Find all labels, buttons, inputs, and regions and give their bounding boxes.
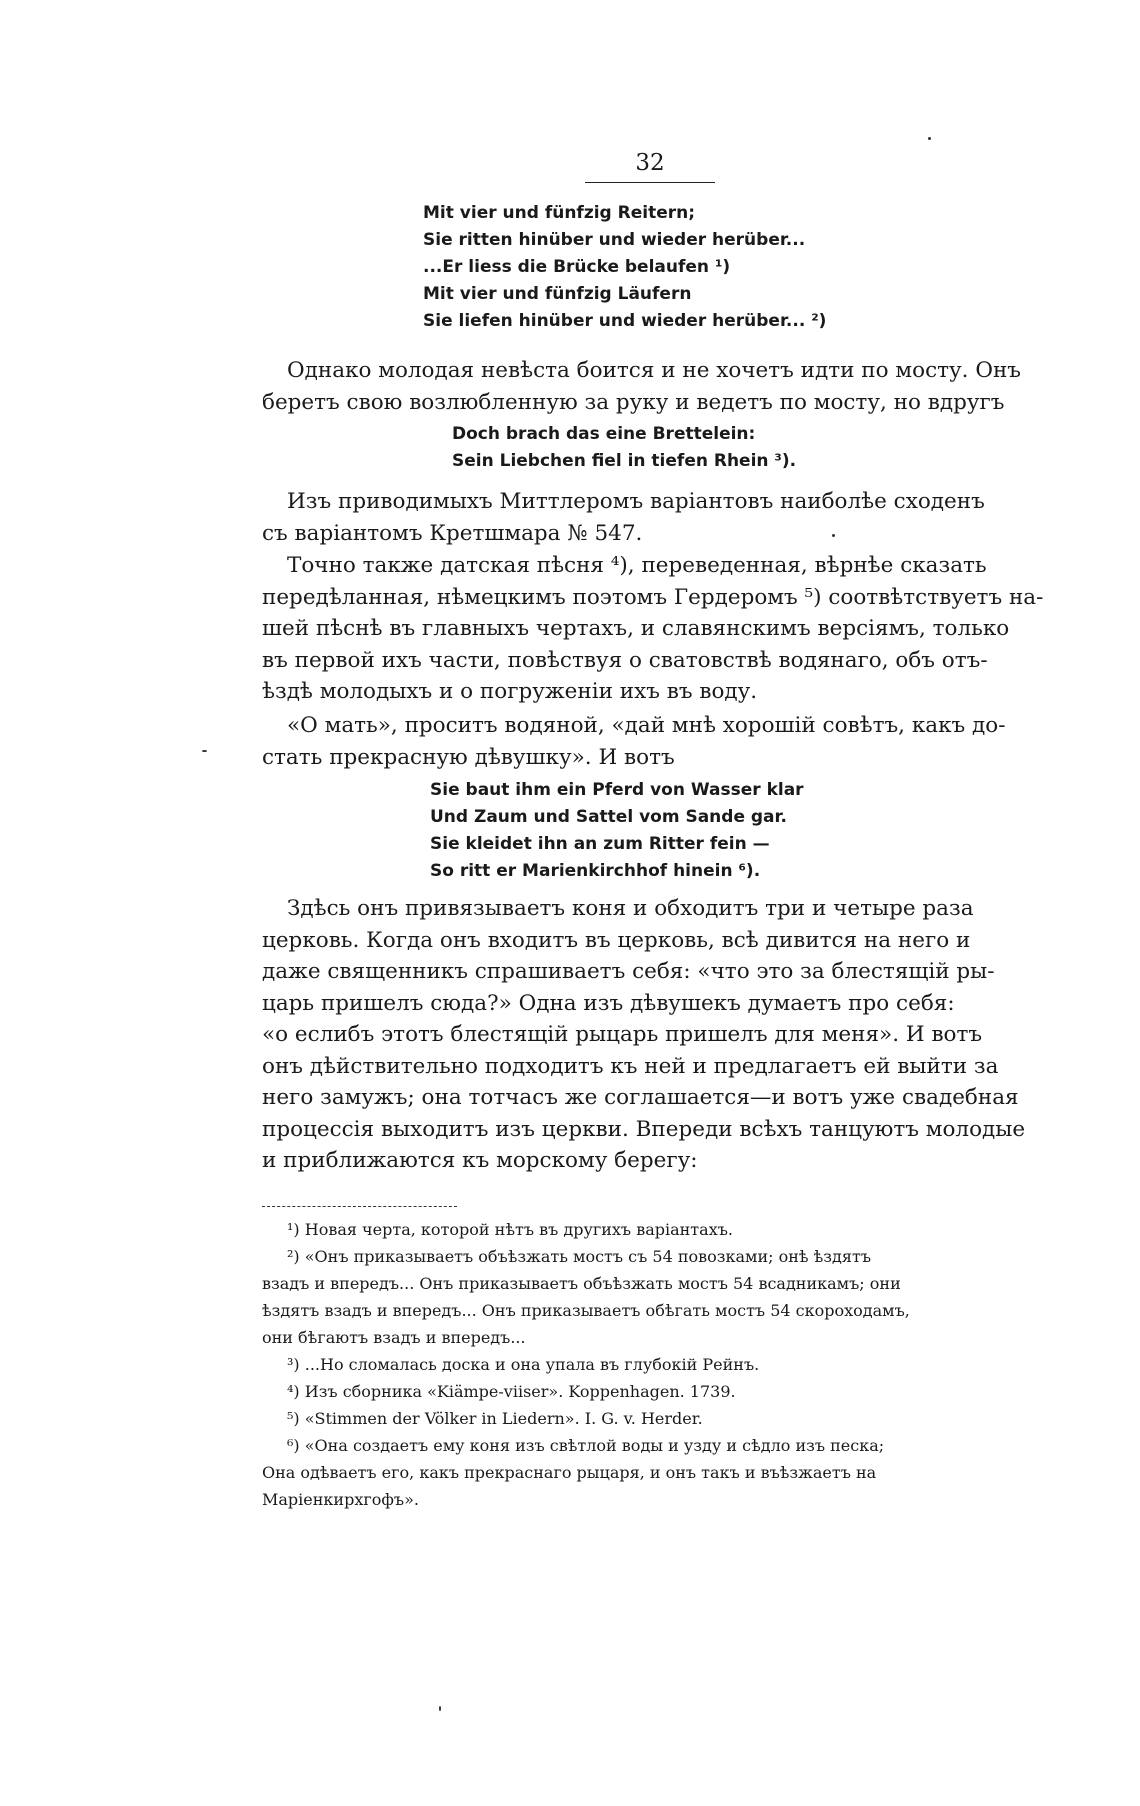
footnote-line: они бѣгаютъ взадъ и впередъ... — [262, 1328, 526, 1347]
footnote-line: ⁴) Изъ сборника «Kiämpe-viiser». Koppenhagen. 1739. — [287, 1382, 736, 1401]
footnote-line: ⁵) «Stimmen der Völker in Liedern». I. G. v. Herder. — [287, 1409, 703, 1428]
text-line: «о еслибъ этотъ блестящій рыцарь пришелъ для меня». И вотъ — [262, 1022, 983, 1047]
verse-line: Sie ritten hinüber und wieder herüber... — [423, 230, 806, 250]
text-line: него замужъ; она тотчасъ же соглашается—и вотъ уже свадебная — [262, 1085, 1019, 1110]
text-line: царь пришелъ сюда?» Одна изъ дѣвушекъ думаетъ про себя: — [262, 990, 955, 1016]
verse-line: Mit vier und fünfzig Reitern; — [423, 203, 696, 223]
verse-line: Mit vier und fünfzig Läufern — [423, 284, 692, 304]
verse-line: Sie liefen hinüber und wieder herüber... ²) — [423, 311, 827, 331]
verse-line: ...Er liess die Brücke belaufen ¹) — [423, 257, 731, 277]
text-line: «О мать», проситъ водяной, «дай мнѣ хорошій совѣтъ, какъ до- — [287, 713, 1006, 738]
verse-line: Sie kleidet ihn an zum Ritter fein — — [430, 834, 770, 854]
paragraph-4 — [262, 710, 1040, 773]
footnote-line: ⁶) «Она создаетъ ему коня изъ свѣтлой воды и узду и сѣдло изъ песка; — [287, 1436, 885, 1455]
page-number: 32 — [635, 150, 665, 176]
footnote-line: Она одѣваетъ его, какъ прекраснаго рыцаря, и онъ такъ и въѣзжаетъ на — [262, 1463, 877, 1482]
text-line: онъ дѣйствительно подходитъ къ ней и предлагаетъ ей выйти за — [262, 1053, 999, 1079]
paragraph-1 — [262, 355, 1040, 418]
text-line: съ варіантомъ Кретшмара № 547. — [262, 520, 643, 546]
footnote-rule — [262, 1206, 457, 1207]
paragraph-2 — [262, 486, 1040, 549]
scan-speck — [928, 137, 931, 140]
footnote-line: ³) ...Но сломалась доска и она упала въ глубокій Рейнъ. — [287, 1355, 760, 1374]
text-line: въ первой ихъ части, повѣствуя о сватовствѣ водянаго, объ отъ- — [262, 647, 988, 673]
paragraph-3 — [262, 550, 1044, 708]
verse-line: Sie baut ihm ein Pferd von Wasser klar — [430, 780, 804, 800]
verse-line: Sein Liebchen fiel in tiefen Rhein ³). — [452, 451, 797, 471]
footnote-line: ¹) Новая черта, которой нѣтъ въ другихъ варіантахъ. — [287, 1220, 733, 1239]
text-line: беретъ свою возлюбленную за руку и ведетъ по мосту, но вдругъ — [262, 389, 1005, 415]
text-line: передѣланная, нѣмецкимъ поэтомъ Гердеромъ ⁵) соотвѣтствуетъ на- — [262, 584, 1044, 610]
verse-block-2 — [452, 421, 796, 475]
paragraph-5 — [262, 893, 1040, 1177]
footnotes — [262, 1216, 1040, 1513]
text-line: Здѣсь онъ привязываетъ коня и обходитъ три и четыре раза — [287, 896, 974, 921]
text-line: Однако молодая невѣста боится и не хочетъ идти по мосту. Онъ — [287, 358, 1021, 383]
verse-block-1 — [423, 200, 826, 335]
text-line: ѣздѣ молодыхъ и о погруженіи ихъ въ воду. — [262, 679, 758, 704]
verse-line: Doch brach das eine Brettelein: — [452, 424, 756, 444]
text-line: и приближаются къ морскому берегу: — [262, 1148, 698, 1173]
footnote-line: ²) «Онъ приказываетъ объѣзжать мостъ съ 54 повозками; онѣ ѣздятъ — [287, 1247, 872, 1266]
verse-block-3 — [430, 777, 804, 885]
text-line: процессія выходитъ изъ церкви. Впереди всѣхъ танцуютъ молодые — [262, 1116, 1026, 1142]
verse-line: So ritt er Marienkirchhof hinein ⁶). — [430, 861, 761, 881]
footnote-line: ѣздятъ взадъ и впередъ... Онъ приказываетъ обѣгать мостъ 54 скороходамъ, — [262, 1301, 910, 1320]
text-line: шей пѣснѣ въ главныхъ чертахъ, и славянскимъ версіямъ, только — [262, 616, 1010, 641]
header-rule — [585, 182, 715, 183]
text-line: даже священникъ спрашиваетъ себя: «что это за блестящій ры- — [262, 959, 995, 984]
footnote-line: Маріенкирхгофъ». — [262, 1490, 419, 1509]
scan-speck — [439, 1706, 441, 1711]
text-line: церковь. Когда онъ входитъ въ церковь, всѣ дивится на него и — [262, 927, 971, 953]
verse-line: Und Zaum und Sattel vom Sande gar. — [430, 807, 787, 827]
text-line: Изъ приводимыхъ Миттлеромъ варіантовъ наиболѣе сходенъ — [287, 489, 985, 514]
scan-speck — [202, 750, 207, 752]
text-line: стать прекрасную дѣвушку». И вотъ — [262, 744, 675, 770]
footnote-line: взадъ и впередъ... Онъ приказываетъ объѣзжать мостъ 54 всадникамъ; они — [262, 1274, 901, 1293]
text-line: Точно также датская пѣсня ⁴), переведенная, вѣрнѣе сказать — [287, 553, 987, 578]
scan-speck — [832, 534, 835, 537]
